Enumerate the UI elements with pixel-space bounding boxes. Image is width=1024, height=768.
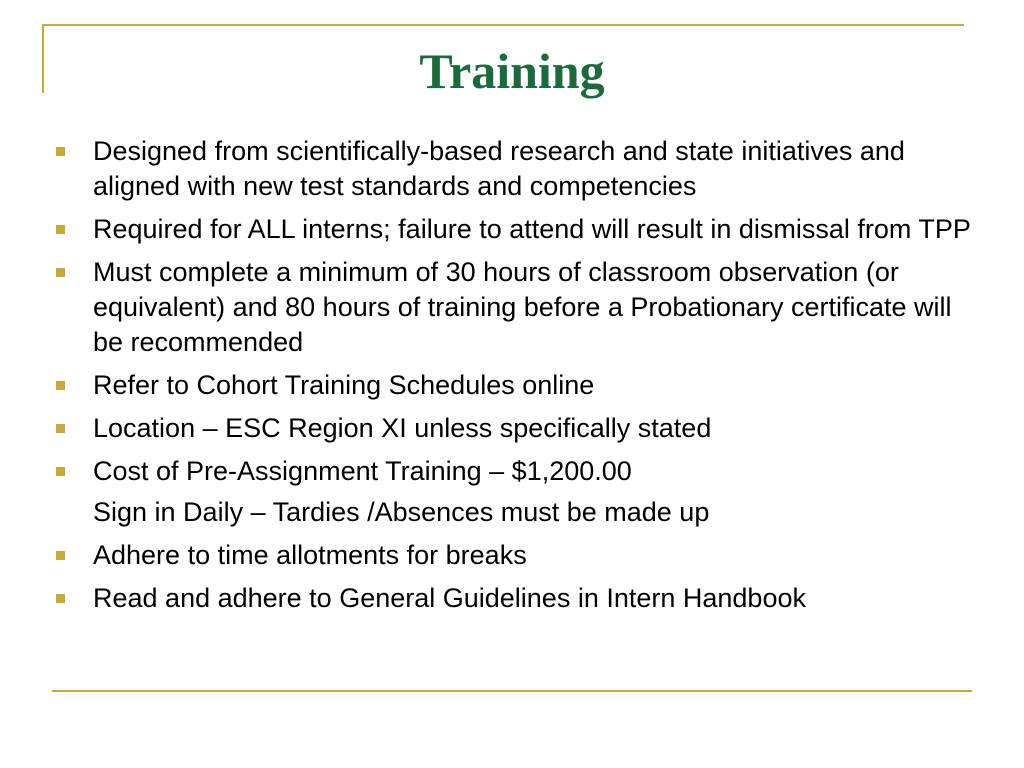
top-rule [42,24,964,26]
bullet-text: Designed from scientifically-based research and state initiatives and aligned with new test standards and competencies [93,136,905,201]
bullet-text: Adhere to time allotments for breaks [93,540,527,570]
bullet-item [56,538,976,573]
bullet-text: Cost of Pre-Assignment Training – $1,200.00 [93,456,632,486]
bullet-text: Must complete a minimum of 30 hours of classroom observation (or equivalent) and 80 hours of training before a Probationary certificate will be recommended [93,257,952,357]
bullet-text: Location – ESC Region XI unless specifically stated [93,413,712,443]
bullet-item [56,134,976,204]
square-bullet-icon [56,467,65,476]
bullet-text: Sign in Daily – Tardies /Absences must be made up [93,497,710,527]
bullet-list [56,134,976,624]
bullet-item [56,454,976,489]
square-bullet-icon [56,424,65,433]
bullet-item-continuation [56,495,976,530]
bullet-item [56,581,976,616]
bullet-text: Read and adhere to General Guidelines in Intern Handbook [93,583,806,613]
square-bullet-icon [56,268,65,277]
slide-title: Training [419,43,605,99]
square-bullet-icon [56,594,65,603]
square-bullet-icon [56,225,65,234]
bullet-item [56,212,976,247]
bullet-text: Required for ALL interns; failure to attend will result in dismissal from TPP [93,214,971,244]
square-bullet-icon [56,381,65,390]
bottom-rule [52,690,972,692]
square-bullet-icon [56,551,65,560]
bullet-text: Refer to Cohort Training Schedules online [93,370,595,400]
bullet-item [56,368,976,403]
square-bullet-icon [56,147,65,156]
bullet-item [56,411,976,446]
bullet-item [56,255,976,360]
